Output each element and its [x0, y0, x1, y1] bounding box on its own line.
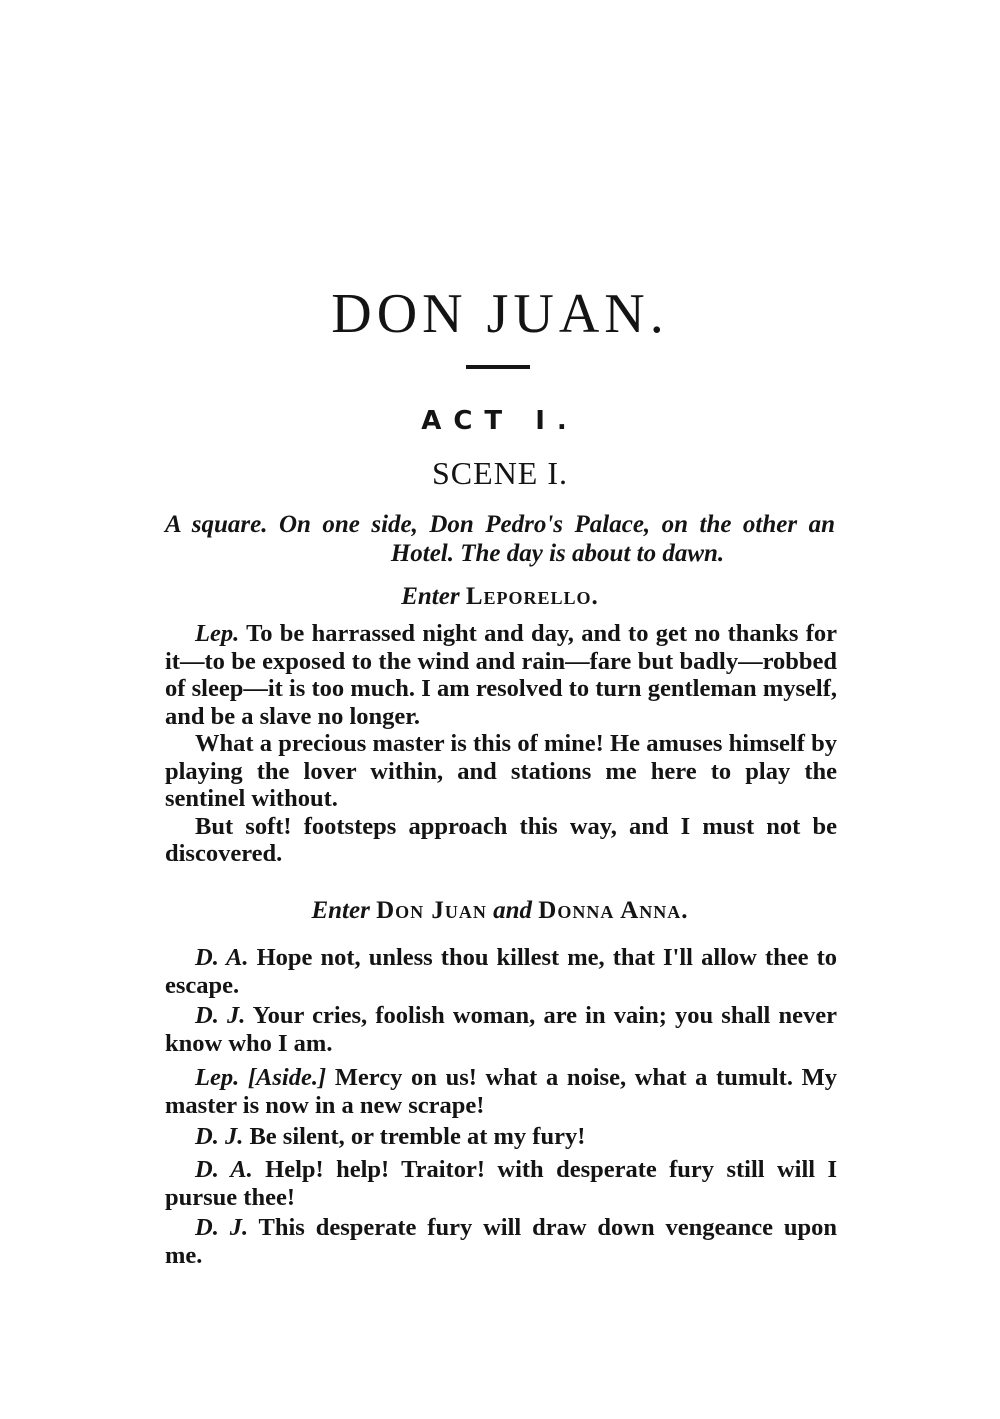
scene-setting: A square. On one side, Don Pedro's Palace, on the other an Hotel. The day is about to dawn.	[165, 511, 835, 567]
speech-text: Your cries, foolish woman, are in vain; you shall never know who I am.	[165, 1002, 837, 1057]
speech-paragraph	[165, 730, 837, 813]
act-heading: ACT I.	[421, 406, 579, 436]
speaker-name: D. A.	[195, 1156, 253, 1183]
speaker-name: D. A.	[195, 944, 249, 971]
speaker-name: D. J.	[195, 1214, 249, 1241]
dialogue-line	[165, 1002, 837, 1057]
speech-text: Help! help! Traitor! with desperate fury still will I pursue thee!	[165, 1156, 837, 1211]
speaker-name: Lep.	[195, 1064, 240, 1091]
dialogue-line	[165, 944, 837, 999]
dialogue-line	[165, 1064, 837, 1119]
entrance-character: Leporello.	[465, 583, 599, 610]
title-rule	[466, 365, 530, 369]
entrance-character: Donna Anna.	[538, 897, 689, 924]
speech-text: Be silent, or tremble at my fury!	[249, 1123, 586, 1150]
speech-text: What a precious master is this of mine! He amuses himself by playing the lover within, and stations me here to play the sentinel without.	[165, 730, 837, 812]
speaker-name: D. J.	[195, 1123, 244, 1150]
play-title: DON JUAN.	[331, 283, 669, 345]
stage-direction: [Aside.]	[247, 1064, 327, 1091]
entrance-verb: Enter	[311, 897, 370, 924]
speech-text: But soft! footsteps approach this way, and I must not be discovered.	[165, 812, 837, 867]
speaker-name: Lep.	[195, 620, 240, 647]
entrance-conjunction: and	[493, 897, 533, 924]
speech-text: Mercy on us! what a noise, what a tumult. My master is now in a new scrape!	[165, 1064, 837, 1119]
entrance-leporello	[0, 582, 1000, 612]
leporello-speech	[165, 620, 837, 868]
speech-text: Hope not, unless thou killest me, that I'll allow thee to escape.	[165, 944, 837, 999]
dialogue-line	[165, 1123, 837, 1151]
speaker-name: D. J.	[195, 1002, 246, 1029]
speech-text: This desperate fury will draw down vengeance upon me.	[165, 1214, 837, 1269]
entrance-don-juan-donna-anna	[0, 896, 1000, 926]
scene-heading: SCENE I.	[432, 455, 568, 491]
dialogue-line	[165, 1214, 837, 1269]
dialogue-line	[165, 1156, 837, 1211]
speech-paragraph	[165, 620, 837, 730]
speech-paragraph	[165, 813, 837, 868]
entrance-verb: Enter	[401, 583, 460, 610]
speech-text: To be harrassed night and day, and to get no thanks for it—to be exposed to the wind and rain—fare but badly—robbed of sleep—it is too much. I am resolved to turn gentleman myself, and be a slave no longer.	[165, 620, 838, 730]
entrance-character: Don Juan	[376, 897, 487, 924]
